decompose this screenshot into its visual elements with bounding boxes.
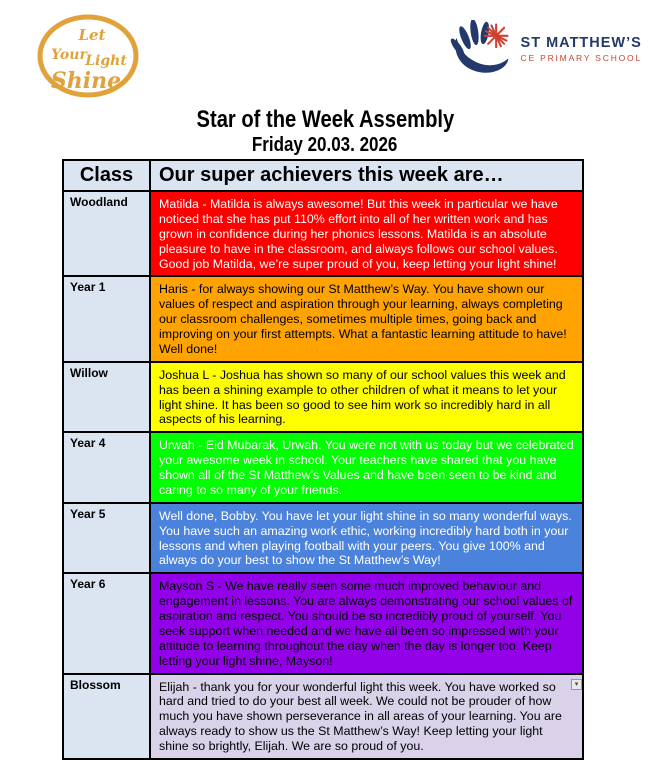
table-row: [63, 674, 583, 759]
table-row: [63, 573, 583, 673]
school-subtitle: CE PRIMARY SCHOOL: [520, 53, 642, 63]
class-name-year-4: Year 4: [63, 432, 150, 503]
achievers-column-header: Our super achievers this week are…: [150, 160, 583, 191]
school-name: ST MATTHEW’S: [520, 35, 642, 51]
table-row: [63, 362, 583, 433]
logo-word-shine: Shine: [50, 68, 122, 94]
achiever-message-text: Elijah - thank you for your wonderful light this week. You have worked so hard and tried to do your best all week. We could not be prouder of how much you have shown perseverance in all areas of your learning. You are always ready to show us the St Matthew’s Way! Keep letting your light shine so brightly, Elijah. We are so proud of you.: [159, 679, 562, 753]
table-row: [63, 432, 583, 503]
achiever-message-year-6: Mayson S - We have really seen some much improved behaviour and engagement in lessons. You are always demonstrating our school values of aspiration and respect. You should be so incredibly proud of yourself. You seek support when needed and we have all been so impressed with your attitude to learning throughout the day when the day is longer too. Keep letting your light shine, Mayson!: [150, 573, 583, 673]
class-name-year-6: Year 6: [63, 573, 150, 673]
achiever-message-willow: Joshua L - Joshua has shown so many of our school values this week and has been a shining example to other children of what it means to let your light shine. It has been so good to see him work so incredibly hard in all aspects of his learning.: [150, 362, 583, 433]
class-name-blossom: Blossom: [63, 674, 150, 759]
class-name-year-1: Year 1: [63, 276, 150, 361]
let-your-light-shine-logo: [36, 12, 140, 100]
logo-word-your: Your: [51, 47, 87, 63]
achiever-message-blossom: [150, 674, 583, 759]
class-name-year-5: Year 5: [63, 503, 150, 574]
achiever-message-year-5: Well done, Bobby. You have let your light shine in so many wonderful ways. You have such an amazing work ethic, working incredibly hard both in your lessons and when playing football with your peers. You give 100% and always do your best to show the St Matthew’s Way!: [150, 503, 583, 574]
class-column-header: Class: [63, 160, 150, 191]
dropdown-marker-icon[interactable]: ▾: [571, 679, 582, 690]
class-name-willow: Willow: [63, 362, 150, 433]
achiever-message-year-1: Haris - for always showing our St Matthew’s Way. You have shown our values of respect and aspiration through your learning, always completing our classroom challenges, sometimes multiple times, going back and improving on your first attempts. What a fantastic learning attitude to have! Well done!: [150, 276, 583, 361]
achiever-message-year-4: Urwah - Eid Mubarak, Urwah. You were not with us today but we celebrated your awesome week in school. Your teachers have shared that you have shown all of the St Matthew’s Values and have been seen to be kind and caring to so many of your friends.: [150, 432, 583, 503]
logo-word-let: Let: [78, 26, 106, 44]
st-matthews-logo: [449, 20, 642, 78]
assembly-date: Friday 20.03. 2026: [252, 134, 398, 156]
light-shine-ellipse-icon: [36, 12, 140, 100]
table-row: [63, 276, 583, 361]
hand-and-sun-icon: [449, 20, 515, 78]
achiever-message-woodland: Matilda - Matilda is always awesome! But this week in particular we have noticed that she has put 110% effort into all of her written work and has grown in confidence during her phonics lessons. Matilda is an absolute pleasure to have in the classroom, and always follows our school values. Good job Matilda, we’re super proud of you, keep letting your light shine!: [150, 191, 583, 276]
table-header-row: [63, 160, 583, 191]
star-of-the-week-table: [62, 159, 584, 760]
table-row: [63, 191, 583, 276]
page-title: Star of the Week Assembly: [196, 106, 454, 133]
class-name-woodland: Woodland: [63, 191, 150, 276]
logo-word-light: Light: [85, 53, 127, 69]
table-row: [63, 503, 583, 574]
